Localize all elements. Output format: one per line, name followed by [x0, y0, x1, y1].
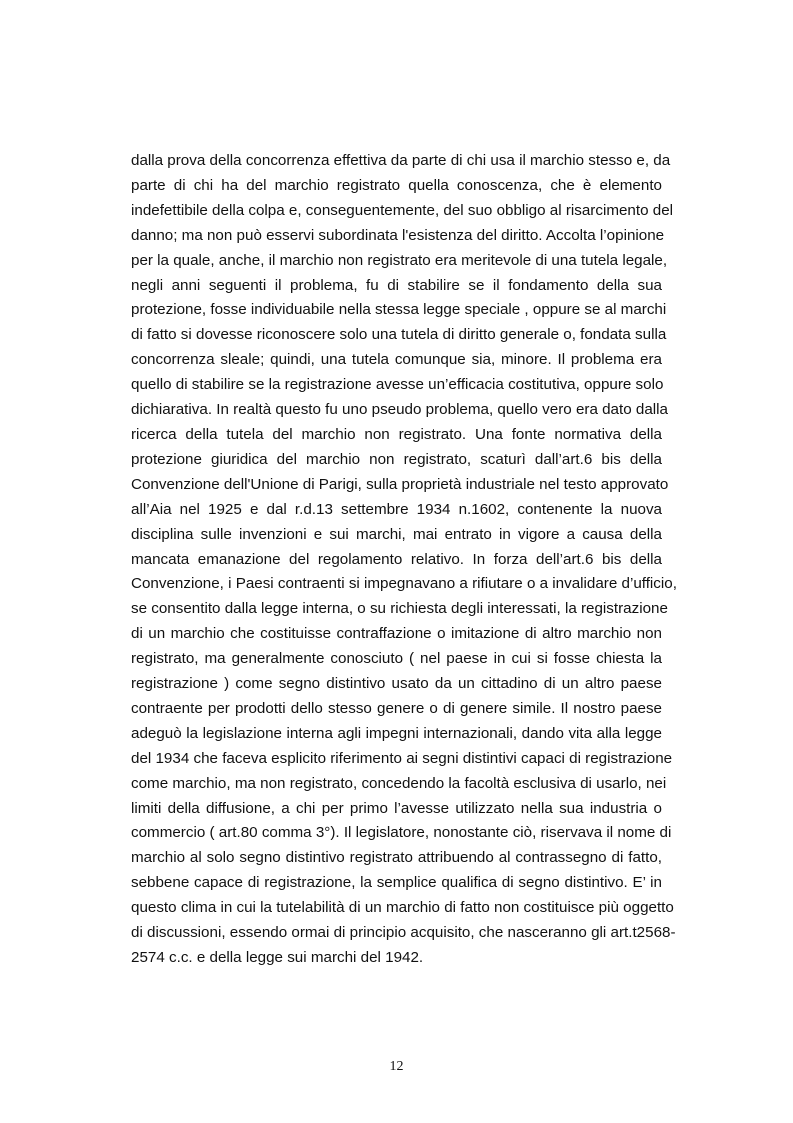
text-line: del 1934 che faceva esplicito riferimento ai segni distintivi capaci di registrazione [131, 749, 673, 767]
text-line: indefettibile della colpa e, conseguentemente, del suo obbligo al risarcimento del [131, 201, 674, 219]
text-line: dichiarativa. In realtà questo fu uno pseudo problema, quello vero era dato dalla [131, 401, 668, 419]
text-line: 2574 c.c. e della legge sui marchi del 1942. [131, 949, 424, 966]
text-line: per la quale, anche, il marchio non registrato era meritevole di una tutela legale, [131, 251, 668, 269]
text-line: come marchio, ma non registrato, concedendo la facoltà esclusiva di usarlo, nei [131, 774, 667, 792]
text-line: di un marchio che costituisse contraffazione o imitazione di altro marchio non [131, 625, 662, 643]
text-line: disciplina sulle invenzioni e sui marchi, mai entrato in vigore a causa della [131, 525, 662, 543]
text-line: quello di stabilire se la registrazione avesse un’efficacia costitutiva, oppure solo [131, 376, 664, 394]
text-line: registrazione ) come segno distintivo usato da un cittadino di un altro paese [131, 675, 662, 693]
text-line: contraente per prodotti dello stesso genere o di genere simile. Il nostro paese [131, 699, 662, 717]
text-line: questo clima in cui la tutelabilità di un marchio di fatto non costituisce più oggetto [131, 899, 674, 917]
text-line: negli anni seguenti il problema, fu di stabilire se il fondamento della sua [131, 276, 662, 294]
text-line: se consentito dalla legge interna, o su richiesta degli interessati, la registrazione [131, 600, 668, 618]
text-line: limiti della diffusione, a chi per primo l’avesse utilizzato nella sua industria o [131, 799, 662, 817]
text-line: dalla prova della concorrenza effettiva da parte di chi usa il marchio stesso e, da [131, 152, 671, 169]
body-text [131, 149, 677, 971]
text-line: adeguò la legislazione interna agli impegni internazionali, dando vita alla legge [131, 724, 662, 742]
text-line: protezione, fosse individuabile nella stessa legge speciale , oppure se al marchi [131, 301, 667, 319]
text-line: marchio al solo segno distintivo registrato attribuendo al contrassegno di fatto, [131, 849, 662, 867]
text-line: ricerca della tutela del marchio non registrato. Una fonte normativa della [131, 425, 662, 443]
text-line: mancata emanazione del regolamento relativo. In forza dell’art.6 bis della [131, 550, 662, 568]
text-line: concorrenza sleale; quindi, una tutela comunque sia, minore. Il problema era [131, 351, 662, 369]
text-line: parte di chi ha del marchio registrato quella conoscenza, che è elemento [131, 176, 662, 194]
text-line: protezione giuridica del marchio non registrato, scaturì dall’art.6 bis della [131, 450, 662, 468]
text-line: Convenzione dell'Unione di Parigi, sulla proprietà industriale nel testo approvato [131, 475, 669, 493]
page-number: 12 [389, 1059, 404, 1074]
text-line: registrato, ma generalmente conosciuto ( nel paese in cui si fosse chiesta la [131, 650, 662, 668]
text-line: Convenzione, i Paesi contraenti si impegnavano a rifiutare o a invalidare d’ufficio, [131, 575, 677, 593]
text-line: di fatto si dovesse riconoscere solo una tutela di diritto generale o, fondata sulla [131, 326, 667, 344]
text-line: all’Aia nel 1925 e dal r.d.13 settembre 1934 n.1602, contenente la nuova [131, 500, 662, 518]
text-line: commercio ( art.80 comma 3°). Il legislatore, nonostante ciò, riservava il nome di [131, 824, 672, 842]
text-line: di discussioni, essendo ormai di principio acquisito, che nasceranno gli art.t2568- [131, 924, 676, 942]
text-line: sebbene capace di registrazione, la semplice qualifica di segno distintivo. E’ in [131, 874, 662, 892]
text-line: danno; ma non può esservi subordinata l'esistenza del diritto. Accolta l’opinione [131, 226, 665, 244]
